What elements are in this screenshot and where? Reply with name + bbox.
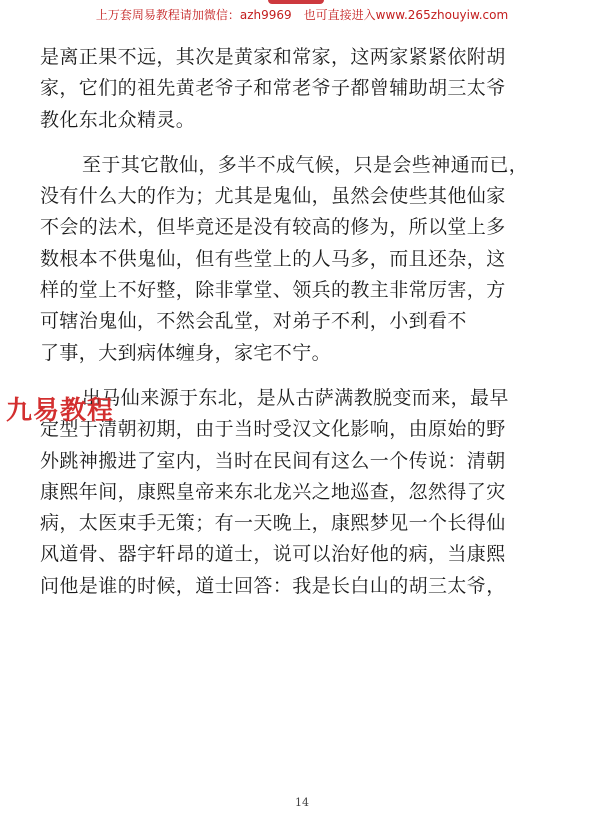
body-line: 可辖治鬼仙，不然会乱堂，对弟子不利，小到看不 <box>40 310 467 333</box>
body-line: 外跳神搬进了室内，当时在民间有这么一个传说：清朝 <box>40 449 506 472</box>
body-line: 至于其它散仙，多半不成气候，只是会些神通而已， <box>82 153 529 176</box>
body-line: 病，太医束手无策；有一天晚上，康熙梦见一个长得仙 <box>40 512 506 535</box>
header-banner: 上万套周易教程请加微信：azh9969 也可直接进入www.265zhouyiw.com <box>95 8 509 22</box>
body-line: 教化东北众精灵。 <box>40 108 196 131</box>
paragraph-gap <box>40 136 560 150</box>
body-line: 数根本不供鬼仙，但有些堂上的人马多，而且还杂，这 <box>40 247 506 270</box>
body-line: 康熙年间，康熙皇帝来东北龙兴之地巡查，忽然得了灾 <box>40 480 506 503</box>
body-line: 样的堂上不好整，除非掌堂、领兵的教主非常厉害，方 <box>40 279 506 302</box>
body-line: 问他是谁的时候，道士回答：我是长白山的胡三太爷， <box>40 574 506 597</box>
body-line: 风道骨、器宇轩昂的道士，说可以治好他的病，当康熙 <box>40 543 506 566</box>
watermark-logo: 九易教程 <box>6 396 115 426</box>
body-line: 不会的法术，但毕竟还是没有较高的修为，所以堂上多 <box>40 216 506 239</box>
body-line: 出马仙来源于东北，是从古萨满教脱变而来，最早 <box>82 386 509 409</box>
page-number: 14 <box>295 796 309 809</box>
body-line: 是离正果不远，其次是黄家和常家，这两家紧紧依附胡 <box>40 46 506 68</box>
body-line: 定型于清朝初期，由于当时受汉文化影响，由原始的野 <box>40 418 506 441</box>
body-text <box>40 42 560 602</box>
top-decoration <box>268 0 324 4</box>
body-line: 了事，大到病体缠身，家宅不宁。 <box>40 341 332 364</box>
body-line: 家，它们的祖先黄老爷子和常老爷子都曾辅助胡三太爷 <box>40 77 506 100</box>
body-line: 没有什么大的作为；尤其是鬼仙，虽然会使些其他仙家 <box>40 185 506 208</box>
paragraph-gap <box>40 369 560 383</box>
